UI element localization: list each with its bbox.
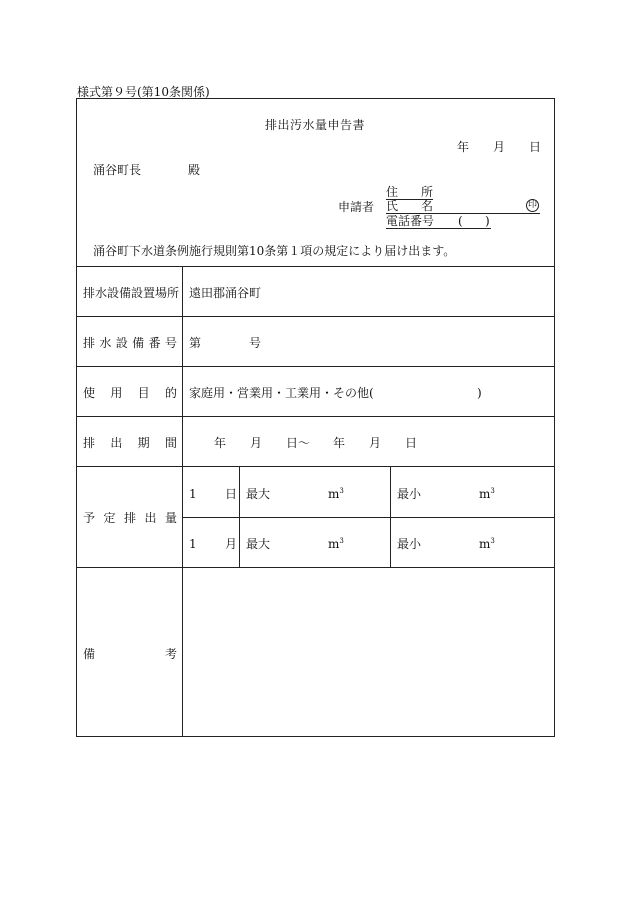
monthly-min-label: 最小 <box>397 537 422 551</box>
column-divider <box>182 266 183 737</box>
number-prefix: 第 <box>189 336 202 350</box>
applicant-label: 申請者 <box>338 200 375 214</box>
phone-field[interactable]: 電話番号 ( ) <box>386 214 490 228</box>
row-divider <box>76 266 555 267</box>
date-month: 月 <box>493 140 506 154</box>
column-divider <box>390 466 391 567</box>
period-month1: 月 <box>250 436 263 450</box>
monthly-max-unit: $m^3$ <box>328 537 344 551</box>
daily-max-unit: $m^3$ <box>328 487 344 501</box>
monthly-unit: 月 <box>225 537 238 551</box>
period-label: 排 出 期 間 <box>83 436 177 450</box>
period-day2: 日 <box>405 436 418 450</box>
row-divider <box>76 466 555 467</box>
daily-min-unit: $m^3$ <box>479 487 495 501</box>
number-label: 排 水 設 備 番 号 <box>83 336 177 350</box>
row-divider <box>76 416 555 417</box>
form-title: 排出汚水量申告書 <box>264 118 365 132</box>
address-label: 住 所 <box>386 185 433 199</box>
row-divider <box>76 366 555 367</box>
monthly-min-unit: $m^3$ <box>479 537 495 551</box>
period-year2: 年 <box>333 436 346 450</box>
period-year1: 年 <box>214 436 227 450</box>
period-month2: 月 <box>369 436 382 450</box>
purpose-options[interactable]: 家庭用・営業用・工業用・その他( <box>189 386 374 400</box>
daily-unit: 日 <box>225 487 238 501</box>
daily-max-label: 最大 <box>246 487 271 501</box>
daily-unit-num: 1 <box>189 487 197 501</box>
remarks-field[interactable] <box>186 572 550 732</box>
monthly-unit-num: 1 <box>189 537 197 551</box>
form-id: 様式第９号(第10条関係) <box>77 85 210 99</box>
purpose-close: ) <box>477 386 482 400</box>
row-divider <box>76 316 555 317</box>
addressee-name: 涌谷町長 <box>93 163 142 177</box>
statement-text: 涌谷町下水道条例施行規則第10条第１項の規定により届け出ます。 <box>93 244 456 258</box>
date-year: 年 <box>457 140 470 154</box>
purpose-label: 使 用 目 的 <box>83 386 177 400</box>
seal-mark: 印 <box>527 200 537 210</box>
addressee-honorific: 殿 <box>188 163 201 177</box>
period-day1: 日～ <box>286 436 311 450</box>
column-divider <box>239 466 240 567</box>
name-field[interactable]: 氏 名 <box>386 199 540 214</box>
date-day: 日 <box>529 140 542 154</box>
row-divider <box>182 517 555 518</box>
row-divider <box>76 567 555 568</box>
number-suffix: 号 <box>249 336 262 350</box>
monthly-max-label: 最大 <box>246 537 271 551</box>
discharge-label: 予 定 排 出 量 <box>83 511 177 525</box>
location-value[interactable]: 遠田郡涌谷町 <box>189 286 262 300</box>
remarks-label: 備 考 <box>83 647 177 661</box>
daily-min-label: 最小 <box>397 487 422 501</box>
location-label: 排水設備設置場所 <box>83 286 180 300</box>
